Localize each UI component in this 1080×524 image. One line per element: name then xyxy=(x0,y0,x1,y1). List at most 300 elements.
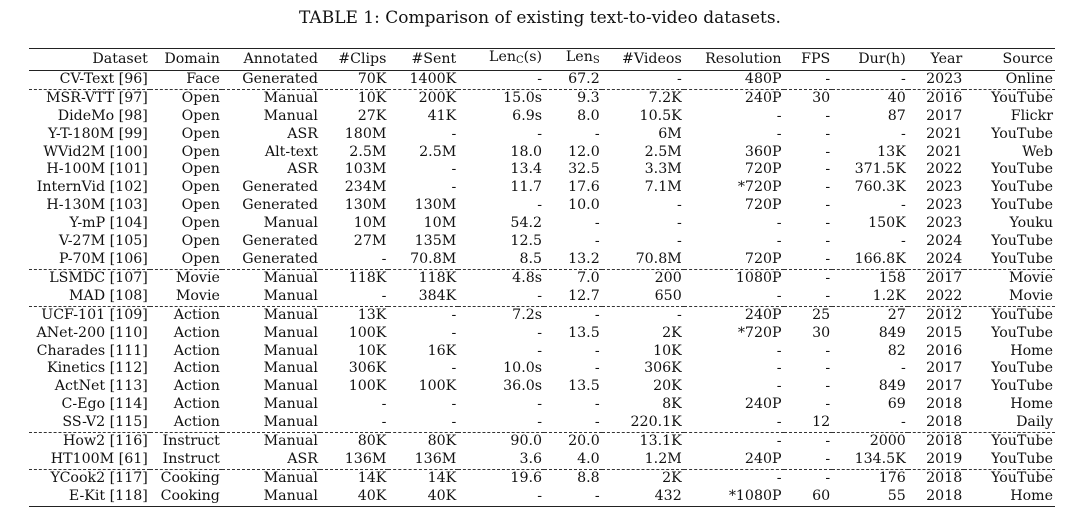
table-cell: 12.0 xyxy=(568,143,600,160)
table-cell: - xyxy=(776,233,782,250)
table-cell: - xyxy=(776,360,782,377)
table-cell: Manual xyxy=(222,89,320,107)
table-row xyxy=(29,343,1055,361)
table-cell: 60 xyxy=(812,487,831,504)
table-cell: YouTube xyxy=(991,161,1053,178)
table-cell: 150K xyxy=(868,215,906,232)
table-cell: - xyxy=(594,215,600,232)
table-cell: 2015 xyxy=(926,324,963,341)
table-cell: 40 xyxy=(832,89,908,107)
table-cell: 2.5M xyxy=(419,143,457,160)
table-cell: Instruct xyxy=(150,433,222,451)
table-cell: - xyxy=(594,487,600,504)
table-cell: 27M xyxy=(353,233,387,250)
table-cell: Open xyxy=(181,215,220,232)
table-cell: DideMo [98] xyxy=(57,107,148,124)
table-cell: 13.1K xyxy=(602,433,684,451)
table-cell: - xyxy=(776,342,782,359)
table-cell: - xyxy=(776,107,782,124)
table-cell: - xyxy=(676,70,682,87)
table-cell: YouTube xyxy=(964,469,1055,487)
table-cell: 32.5 xyxy=(568,161,600,178)
table-cell: Alt-text xyxy=(264,143,318,160)
table-cell: Flickr xyxy=(1010,107,1053,124)
table-cell: 180M xyxy=(344,125,387,142)
table-cell: 3.3M xyxy=(644,161,682,178)
column-header xyxy=(908,49,964,71)
table-cell: 10M xyxy=(423,215,457,232)
table-cell: Action xyxy=(150,306,222,324)
table-cell: *1080P xyxy=(728,487,782,504)
table-cell: ASR xyxy=(287,450,318,467)
table-cell: Manual xyxy=(222,306,320,324)
table-cell: - xyxy=(381,250,387,267)
table-cell: 2022 xyxy=(926,287,963,304)
table-cell: 240P xyxy=(744,396,782,413)
table-cell: - xyxy=(776,215,782,232)
table-cell: 18.0 xyxy=(510,143,543,160)
table-cell: P-70M [106] xyxy=(58,250,148,267)
table-cell: Manual xyxy=(222,469,320,487)
table-cell: - xyxy=(451,161,457,178)
table-cell: Action xyxy=(173,396,220,413)
column-header xyxy=(388,49,458,71)
table-row xyxy=(29,414,1055,432)
table-cell: 2018 xyxy=(908,433,964,451)
table-cell: - xyxy=(825,197,831,214)
table-cell: 306K xyxy=(348,360,387,377)
table-cell: 67.2 xyxy=(568,70,600,87)
table-cell: 30 xyxy=(784,89,833,107)
table-cell: YouTube xyxy=(991,125,1053,142)
column-header-main: Len xyxy=(565,49,593,65)
table-cell: Action xyxy=(173,378,220,395)
table-cell: 384K xyxy=(418,287,457,304)
table-cell: 13K xyxy=(320,306,388,324)
table-cell: 2021 xyxy=(926,143,963,160)
table-cell: Open xyxy=(181,233,220,250)
table-cell: Generated xyxy=(242,179,318,196)
table-cell: 240P xyxy=(684,89,784,107)
table-cell: ActNet [113] xyxy=(54,378,148,395)
table-cell: - xyxy=(901,414,906,431)
table-cell: 6.9s xyxy=(512,107,543,124)
table-cell: 2018 xyxy=(926,396,963,413)
table-cell: 2023 xyxy=(926,179,963,196)
table-cell: 360P xyxy=(744,143,782,160)
table-cell: Kinetics [112] xyxy=(47,360,148,377)
column-header-main: Domain xyxy=(164,50,220,67)
table-cell: 432 xyxy=(654,487,682,504)
table-cell: YouTube xyxy=(991,250,1053,267)
table-cell: Action xyxy=(173,342,220,359)
table-cell: Action xyxy=(173,324,220,341)
table-cell: 70K xyxy=(357,70,387,87)
table-cell: 371.5K xyxy=(854,161,906,178)
table-cell: 40K xyxy=(427,487,457,504)
table-cell: 4.0 xyxy=(577,450,600,467)
table-cell: 8.5 xyxy=(519,250,543,267)
table-caption: TABLE 1: Comparison of existing text-to-video datasets. xyxy=(299,8,781,28)
table-cell: 40K xyxy=(357,487,387,504)
table-cell: - xyxy=(451,324,457,341)
table-cell: MAD [108] xyxy=(68,287,148,304)
table-row xyxy=(29,215,1055,233)
table-cell: Cooking xyxy=(150,469,222,487)
table-cell: 8.0 xyxy=(577,107,600,124)
table-cell: 720P xyxy=(744,250,782,267)
table-cell: - xyxy=(544,306,602,324)
table-cell: 11.7 xyxy=(510,179,543,196)
table-cell: 10.5K xyxy=(639,107,682,124)
table-cell: 12.5 xyxy=(510,233,543,250)
table-cell: 19.6 xyxy=(458,469,544,487)
table-cell: - xyxy=(901,125,906,142)
table-cell: 2019 xyxy=(926,450,963,467)
table-cell: YouTube xyxy=(964,433,1055,451)
table-cell: Open xyxy=(181,143,220,160)
table-cell: Manual xyxy=(263,414,318,431)
table-cell: 13.2 xyxy=(568,250,600,267)
table-cell: 2K xyxy=(662,324,682,341)
table-cell: InternVid [102] xyxy=(36,179,148,196)
table-body xyxy=(29,70,1055,506)
table-cell: - xyxy=(451,396,457,413)
table-cell: 90.0 xyxy=(458,433,544,451)
table-cell: 2000 xyxy=(832,433,908,451)
table-cell: Manual xyxy=(263,396,318,413)
column-header xyxy=(29,49,150,71)
column-header xyxy=(684,49,784,71)
table-cell: 2018 xyxy=(926,487,963,504)
table-cell: Movie xyxy=(1008,287,1053,304)
table-cell: Movie xyxy=(150,269,222,287)
table-cell: 100K xyxy=(348,324,387,341)
table-cell: 2018 xyxy=(926,414,963,431)
table-cell: 6M xyxy=(658,125,682,142)
column-header-main: #Clips xyxy=(338,50,387,67)
table-cell: 1400K xyxy=(409,70,457,87)
table-cell: 80K xyxy=(320,433,388,451)
column-header-main: Annotated xyxy=(243,50,318,67)
table-cell: 480P xyxy=(744,70,782,87)
table-cell: 3.6 xyxy=(519,450,543,467)
table-cell: 2022 xyxy=(926,161,963,178)
table-cell: 650 xyxy=(654,287,682,304)
table-cell: - xyxy=(684,433,784,451)
table-row xyxy=(29,126,1055,144)
column-header-main: Year xyxy=(930,50,963,67)
table-cell: - xyxy=(776,125,782,142)
table-cell: Open xyxy=(181,250,220,267)
table-cell: 240P xyxy=(684,306,784,324)
table-cell: 70.8M xyxy=(635,250,682,267)
table-cell: - xyxy=(451,179,457,196)
table-cell: - xyxy=(537,287,543,304)
table-cell: 15.0s xyxy=(458,89,544,107)
column-header xyxy=(832,49,908,71)
table-cell: Open xyxy=(181,125,220,142)
table-cell: 10.0 xyxy=(568,197,600,214)
header-row xyxy=(29,49,1055,71)
column-header-main: Dur(h) xyxy=(858,50,906,67)
column-header-main: Resolution xyxy=(705,50,782,67)
table-row xyxy=(29,197,1055,215)
table-cell: YouTube xyxy=(991,233,1053,250)
table-cell: 2023 xyxy=(926,215,963,232)
table-cell: YouTube xyxy=(991,360,1053,377)
table-cell: 14K xyxy=(320,469,388,487)
table-cell: 2016 xyxy=(908,89,964,107)
table-cell: - xyxy=(676,197,682,214)
table-cell: 7.2K xyxy=(602,89,684,107)
table-row xyxy=(29,269,1055,287)
table-row xyxy=(29,469,1055,487)
table-row xyxy=(29,378,1055,396)
table-cell: 70.8M xyxy=(410,250,457,267)
table-cell: 200 xyxy=(602,269,684,287)
table-cell: 87 xyxy=(887,107,906,124)
table-row xyxy=(29,325,1055,343)
table-cell: - xyxy=(825,360,831,377)
table-cell: 136M xyxy=(414,450,457,467)
column-header xyxy=(320,49,388,71)
table-cell: 760.3K xyxy=(854,179,906,196)
table-cell: 2016 xyxy=(926,342,963,359)
table-cell: - xyxy=(825,250,831,267)
table-cell: - xyxy=(451,414,457,431)
column-header-main: Source xyxy=(1002,50,1053,67)
table-cell: - xyxy=(825,396,831,413)
table-cell: Home xyxy=(1010,396,1053,413)
table-cell: Web xyxy=(1022,143,1053,160)
table-cell: - xyxy=(594,396,600,413)
column-header-subscript: S xyxy=(592,55,600,66)
table-cell: 130M xyxy=(344,197,387,214)
table-cell: 166.8K xyxy=(854,250,906,267)
table-cell: - xyxy=(594,233,600,250)
table-cell: - xyxy=(602,306,684,324)
table-cell: 12 xyxy=(812,414,831,431)
table-cell: 10M xyxy=(353,215,387,232)
table-cell: 136M xyxy=(344,450,387,467)
column-header xyxy=(150,49,222,71)
table-cell: Y-T-180M [99] xyxy=(48,125,148,142)
table-cell: - xyxy=(381,414,387,431)
table-cell: - xyxy=(537,487,543,504)
table-cell: 9.3 xyxy=(544,89,602,107)
table-cell: YouTube xyxy=(991,179,1053,196)
table-cell: 8K xyxy=(662,396,682,413)
table-cell: Manual xyxy=(263,215,318,232)
table-cell: - xyxy=(381,396,387,413)
table-cell: - xyxy=(776,378,782,395)
table-cell: 176 xyxy=(832,469,908,487)
table-cell: - xyxy=(594,125,600,142)
table-cell: 234M xyxy=(344,179,387,196)
table-row xyxy=(29,360,1055,378)
table-row xyxy=(29,70,1055,89)
table-cell: LSMDC [107] xyxy=(29,269,150,287)
table-cell: 27 xyxy=(832,306,908,324)
table-cell: - xyxy=(825,378,831,395)
table-cell: Charades [111] xyxy=(36,342,148,359)
table-cell: 240P xyxy=(744,450,782,467)
table-cell: Action xyxy=(173,360,220,377)
table-cell: 25 xyxy=(784,306,833,324)
table-cell: V-27M [105] xyxy=(58,233,148,250)
table-cell: 12.7 xyxy=(568,287,600,304)
table-cell: - xyxy=(825,161,831,178)
table-cell: Manual xyxy=(263,487,318,504)
table-cell: - xyxy=(776,287,782,304)
table-cell: 8.8 xyxy=(544,469,602,487)
table-cell: SS-V2 [115] xyxy=(62,414,148,431)
table-cell: Manual xyxy=(263,342,318,359)
table-cell: 7.2s xyxy=(458,306,544,324)
table-cell: 10.0s xyxy=(503,360,543,377)
table-cell: 13.4 xyxy=(510,161,543,178)
table-cell: - xyxy=(684,469,784,487)
table-cell: 36.0s xyxy=(503,378,543,395)
table-cell: 306K xyxy=(644,360,682,377)
table-cell: 2023 xyxy=(926,70,963,87)
table-cell: - xyxy=(537,396,543,413)
table-cell: 10K xyxy=(653,342,682,359)
table-cell: - xyxy=(537,70,543,87)
table-cell: 10K xyxy=(320,89,388,107)
table-cell: 2024 xyxy=(926,233,963,250)
table-cell: 30 xyxy=(812,324,831,341)
table-cell: Instruct xyxy=(162,450,220,467)
table-cell: - xyxy=(594,342,600,359)
table-row xyxy=(29,306,1055,324)
table-cell: 1.2K xyxy=(872,287,906,304)
table-cell: 20K xyxy=(653,378,682,395)
column-header xyxy=(222,49,320,71)
table-cell: 2017 xyxy=(926,360,963,377)
table-cell: Home xyxy=(1010,487,1053,504)
table-cell: 2023 xyxy=(926,197,963,214)
table-cell: Open xyxy=(150,89,222,107)
table-cell: 4.8s xyxy=(458,269,544,287)
table-cell: 2012 xyxy=(908,306,964,324)
table-cell: - xyxy=(825,287,831,304)
table-cell: 2017 xyxy=(926,378,963,395)
column-header xyxy=(544,49,602,71)
table-cell: YCook2 [117] xyxy=(29,469,150,487)
table-cell: Cooking xyxy=(160,487,220,504)
column-header xyxy=(602,49,684,71)
table-cell: 1.2M xyxy=(644,450,682,467)
table-cell: 134.5K xyxy=(854,450,906,467)
table-row xyxy=(29,89,1055,107)
table-cell: Manual xyxy=(222,269,320,287)
table-cell: 55 xyxy=(887,487,906,504)
table-cell: 14K xyxy=(388,469,458,487)
table-cell: Generated xyxy=(242,233,318,250)
table-cell: 2018 xyxy=(908,469,964,487)
table-cell: - xyxy=(825,342,831,359)
table-cell: 2.5M xyxy=(349,143,387,160)
column-header-main: Len xyxy=(489,49,516,65)
table-row xyxy=(29,108,1055,126)
table-row xyxy=(29,433,1055,451)
column-header-unit: (s) xyxy=(523,49,543,65)
table-cell: ASR xyxy=(287,161,318,178)
table-row xyxy=(29,251,1055,269)
table-cell: 13.5 xyxy=(568,378,600,395)
table-cell: Open xyxy=(181,197,220,214)
table-row xyxy=(29,144,1055,162)
table-cell: ASR xyxy=(287,125,318,142)
table-cell: Youku xyxy=(1009,215,1053,232)
table-cell: 7.1M xyxy=(644,179,682,196)
table-cell: MSR-VTT [97] xyxy=(29,89,150,107)
table-cell: Open xyxy=(181,161,220,178)
column-header-main: #Sent xyxy=(411,50,457,67)
table-cell: - xyxy=(451,360,457,377)
table-cell: *720P xyxy=(737,324,782,341)
table-cell: - xyxy=(537,324,543,341)
table-cell: Generated xyxy=(242,70,318,87)
table-cell: - xyxy=(388,306,458,324)
table-header xyxy=(29,49,1055,71)
table-cell: YouTube xyxy=(991,450,1053,467)
table-cell: YouTube xyxy=(991,197,1053,214)
table-cell: 118K xyxy=(388,269,458,287)
table-cell: Manual xyxy=(263,107,318,124)
table-cell: 2017 xyxy=(926,107,963,124)
table-cell: - xyxy=(784,469,833,487)
column-header-main: #Videos xyxy=(622,50,682,67)
table-cell: - xyxy=(537,414,543,431)
table-cell: YouTube xyxy=(991,324,1053,341)
table-cell: - xyxy=(825,179,831,196)
table-cell: 20.0 xyxy=(544,433,602,451)
table-cell: - xyxy=(825,143,831,160)
table-cell: 849 xyxy=(878,378,906,395)
table-cell: - xyxy=(776,414,782,431)
table-cell: 100K xyxy=(418,378,457,395)
table-cell: - xyxy=(901,360,906,377)
table-cell: 2K xyxy=(602,469,684,487)
table-cell: H-130M [103] xyxy=(46,197,148,214)
table-cell: How2 [116] xyxy=(29,433,150,451)
table-cell: 100K xyxy=(348,378,387,395)
table-cell: 54.2 xyxy=(510,215,543,232)
column-header xyxy=(784,49,833,71)
table-cell: 80K xyxy=(388,433,458,451)
table-row xyxy=(29,179,1055,197)
table-cell: 16K xyxy=(427,342,457,359)
table-cell: YouTube xyxy=(991,378,1053,395)
table-cell: WVid2M [100] xyxy=(43,143,148,160)
table-cell: 69 xyxy=(887,396,906,413)
table-cell: - xyxy=(825,450,831,467)
table-cell: - xyxy=(825,107,831,124)
column-header xyxy=(964,49,1055,71)
table-cell: Open xyxy=(181,107,220,124)
table-cell: UCF-101 [109] xyxy=(29,306,150,324)
table-cell: - xyxy=(537,125,543,142)
table-row xyxy=(29,396,1055,414)
table-cell: HT100M [61] xyxy=(50,450,148,467)
table-cell: Manual xyxy=(263,378,318,395)
table-cell: E-Kit [118] xyxy=(68,487,148,504)
column-header xyxy=(458,49,544,71)
column-header-subscript: C xyxy=(516,55,524,66)
